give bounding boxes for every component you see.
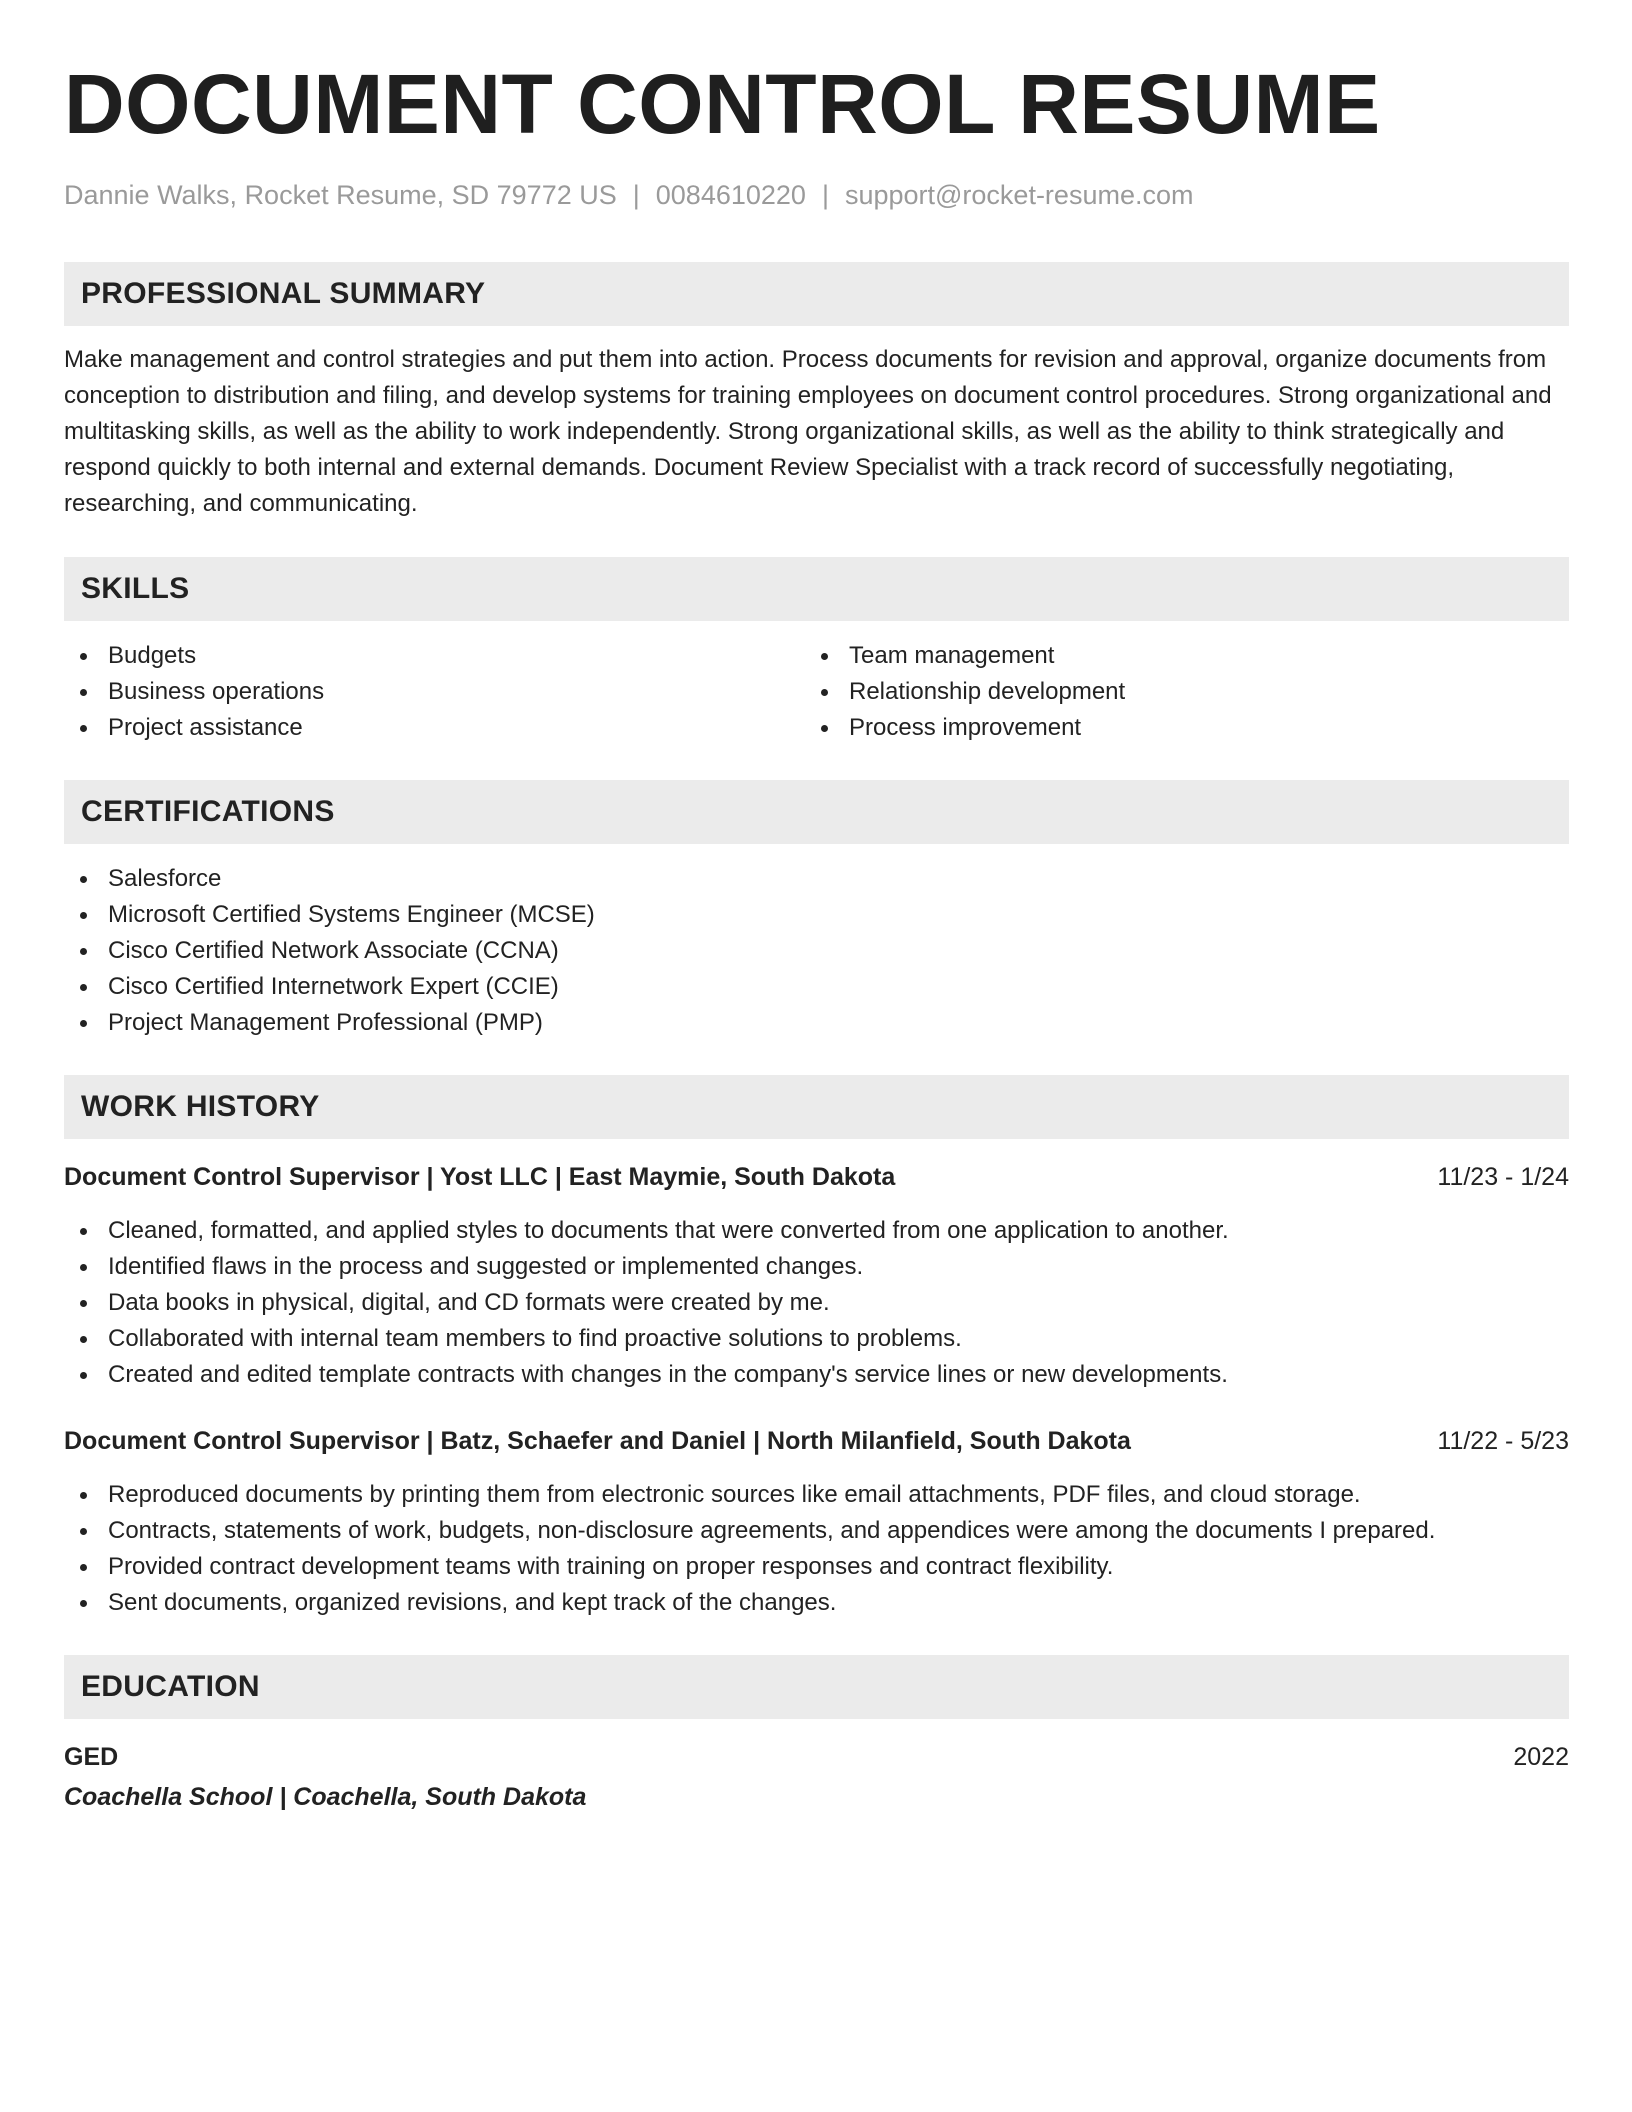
job-heading-row [64,1423,1569,1459]
work-history-section-title: WORK HISTORY [81,1090,320,1123]
job-entry [64,1159,1569,1393]
certifications-section-title: CERTIFICATIONS [81,795,335,828]
contact-phone: 0084610220 [655,180,806,210]
contact-separator: | [632,180,640,210]
job-bullet: Sent documents, organized revisions, and kept track of the changes. [64,1585,1569,1621]
skill-item: Business operations [64,674,805,710]
work-history-section-header [64,1075,1569,1139]
job-dates: 11/22 - 5/23 [1437,1427,1569,1455]
contact-address: Dannie Walks, Rocket Resume, SD 79772 US [64,180,617,210]
contact-separator: | [821,180,829,210]
skills-list-left [64,638,805,746]
certifications-list [64,861,1569,1041]
certification-item: Cisco Certified Internetwork Expert (CCIE) [64,969,1569,1005]
summary-text: Make management and control strategies and put them into action. Process documents for revision and approval, organize documents from conception to distribution and filing, and develop systems for training employees on document control procedures. Strong organizational and multitasking skills, as well as the ability to work independently. Strong organizational skills, as well as the ability to think strategically and respond quickly to both internal and external demands. Document Review Specialist with a track record of successfully negotiating, researching, and communicating. [64,346,1552,517]
skill-item: Budgets [64,638,805,674]
job-bullet: Contracts, statements of work, budgets, non-disclosure agreements, and appendices were among the documents I prepared. [64,1513,1569,1549]
job-bullet: Cleaned, formatted, and applied styles to documents that were converted from one application to another. [64,1213,1569,1249]
job-heading: Document Control Supervisor | Yost LLC | East Maymie, South Dakota [64,1163,896,1191]
contact-email: support@rocket-resume.com [844,180,1194,210]
job-dates: 11/23 - 1/24 [1437,1163,1569,1191]
job-bullet: Provided contract development teams with training on proper responses and contract flexibility. [64,1549,1569,1585]
job-bullet: Reproduced documents by printing them from electronic sources like email attachments, PDF files, and cloud storage. [64,1477,1569,1513]
resume-title: DOCUMENT CONTROL RESUME [64,57,1381,151]
job-heading-row [64,1159,1569,1195]
education-degree: GED [64,1743,119,1771]
skills-grid [64,638,1569,746]
job-heading: Document Control Supervisor | Batz, Schaefer and Daniel | North Milanfield, South Dakota [64,1427,1131,1455]
education-section-title: EDUCATION [81,1670,260,1703]
certification-item: Microsoft Certified Systems Engineer (MCSE) [64,897,1569,933]
certification-item: Salesforce [64,861,1569,897]
education-school: Coachella School | Coachella, South Dakota [64,1783,587,1811]
skill-item: Project assistance [64,710,805,746]
skill-item: Process improvement [805,710,1546,746]
summary-section-title: PROFESSIONAL SUMMARY [81,277,486,310]
education-entry [64,1739,1569,1815]
skills-list-right [805,638,1546,746]
job-bullet: Data books in physical, digital, and CD formats were created by me. [64,1285,1569,1321]
summary-section-header [64,262,1569,326]
skill-item: Team management [805,638,1546,674]
education-row [64,1739,1569,1775]
certification-item: Project Management Professional (PMP) [64,1005,1569,1041]
job-bullet: Identified flaws in the process and suggested or implemented changes. [64,1249,1569,1285]
job-bullets [64,1477,1569,1621]
job-bullets [64,1213,1569,1393]
contact-line [64,178,1569,212]
certification-item: Cisco Certified Network Associate (CCNA) [64,933,1569,969]
education-year: 2022 [1513,1743,1569,1771]
skills-section-header [64,557,1569,621]
job-bullet: Collaborated with internal team members to find proactive solutions to problems. [64,1321,1569,1357]
skills-section-title: SKILLS [81,572,190,605]
job-bullet: Created and edited template contracts with changes in the company's service lines or new developments. [64,1357,1569,1393]
skill-item: Relationship development [805,674,1546,710]
job-entry [64,1423,1569,1621]
education-section-header [64,1655,1569,1719]
certifications-section-header [64,780,1569,844]
